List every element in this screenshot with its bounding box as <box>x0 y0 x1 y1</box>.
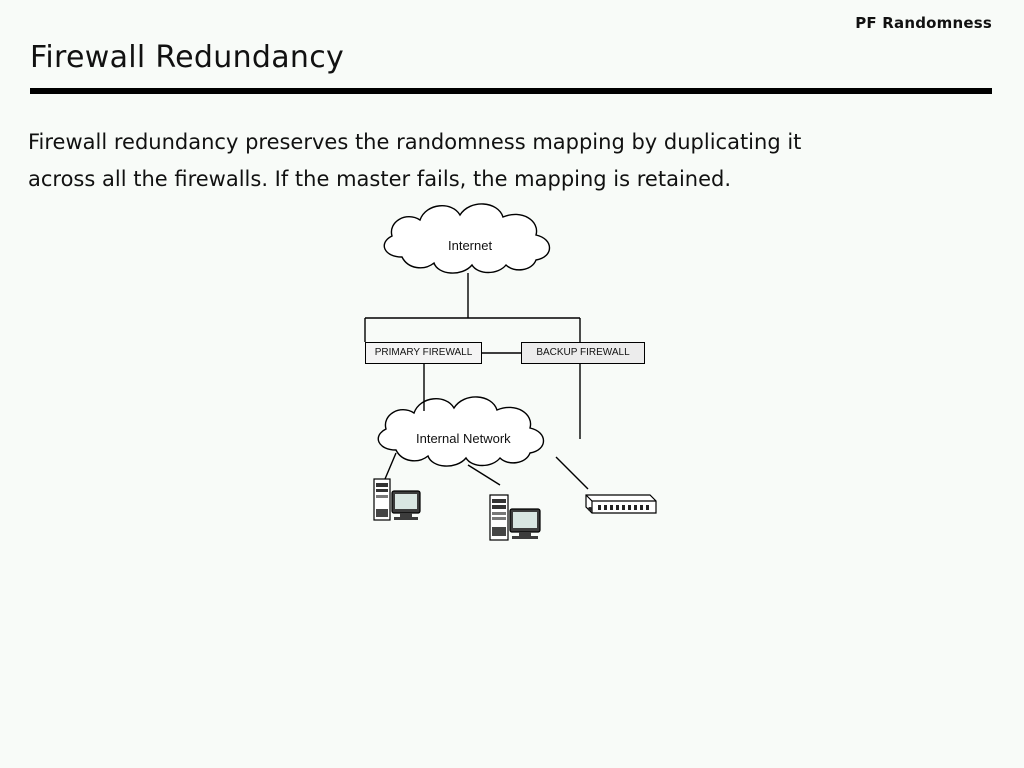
primary-firewall-node[interactable]: PRIMARY FIREWALL <box>365 342 482 364</box>
page-title: Firewall Redundancy <box>30 40 345 75</box>
internal-network-cloud-label: Internal Network <box>416 431 511 446</box>
slide-body <box>28 124 968 198</box>
link-internal-to-host1 <box>385 453 396 479</box>
internet-cloud-label: Internet <box>448 238 493 253</box>
slide-header-tag: PF Randomness <box>855 14 992 32</box>
link-internal-to-host2 <box>468 465 500 485</box>
backup-firewall-node[interactable]: BACKUP FIREWALL <box>521 342 645 364</box>
network-diagram <box>340 195 700 565</box>
network-diagram-svg <box>340 195 700 565</box>
title-divider <box>30 88 992 94</box>
body-line-2: across all the firewalls. If the master fails, the mapping is retained. <box>28 167 732 191</box>
device-network-switch <box>586 495 656 513</box>
body-line-1: Firewall redundancy preserves the randomness mapping by duplicating it <box>28 130 802 154</box>
link-internal-to-switch <box>556 457 588 489</box>
device-workstation-2 <box>490 495 540 540</box>
device-workstation-1 <box>374 479 420 520</box>
